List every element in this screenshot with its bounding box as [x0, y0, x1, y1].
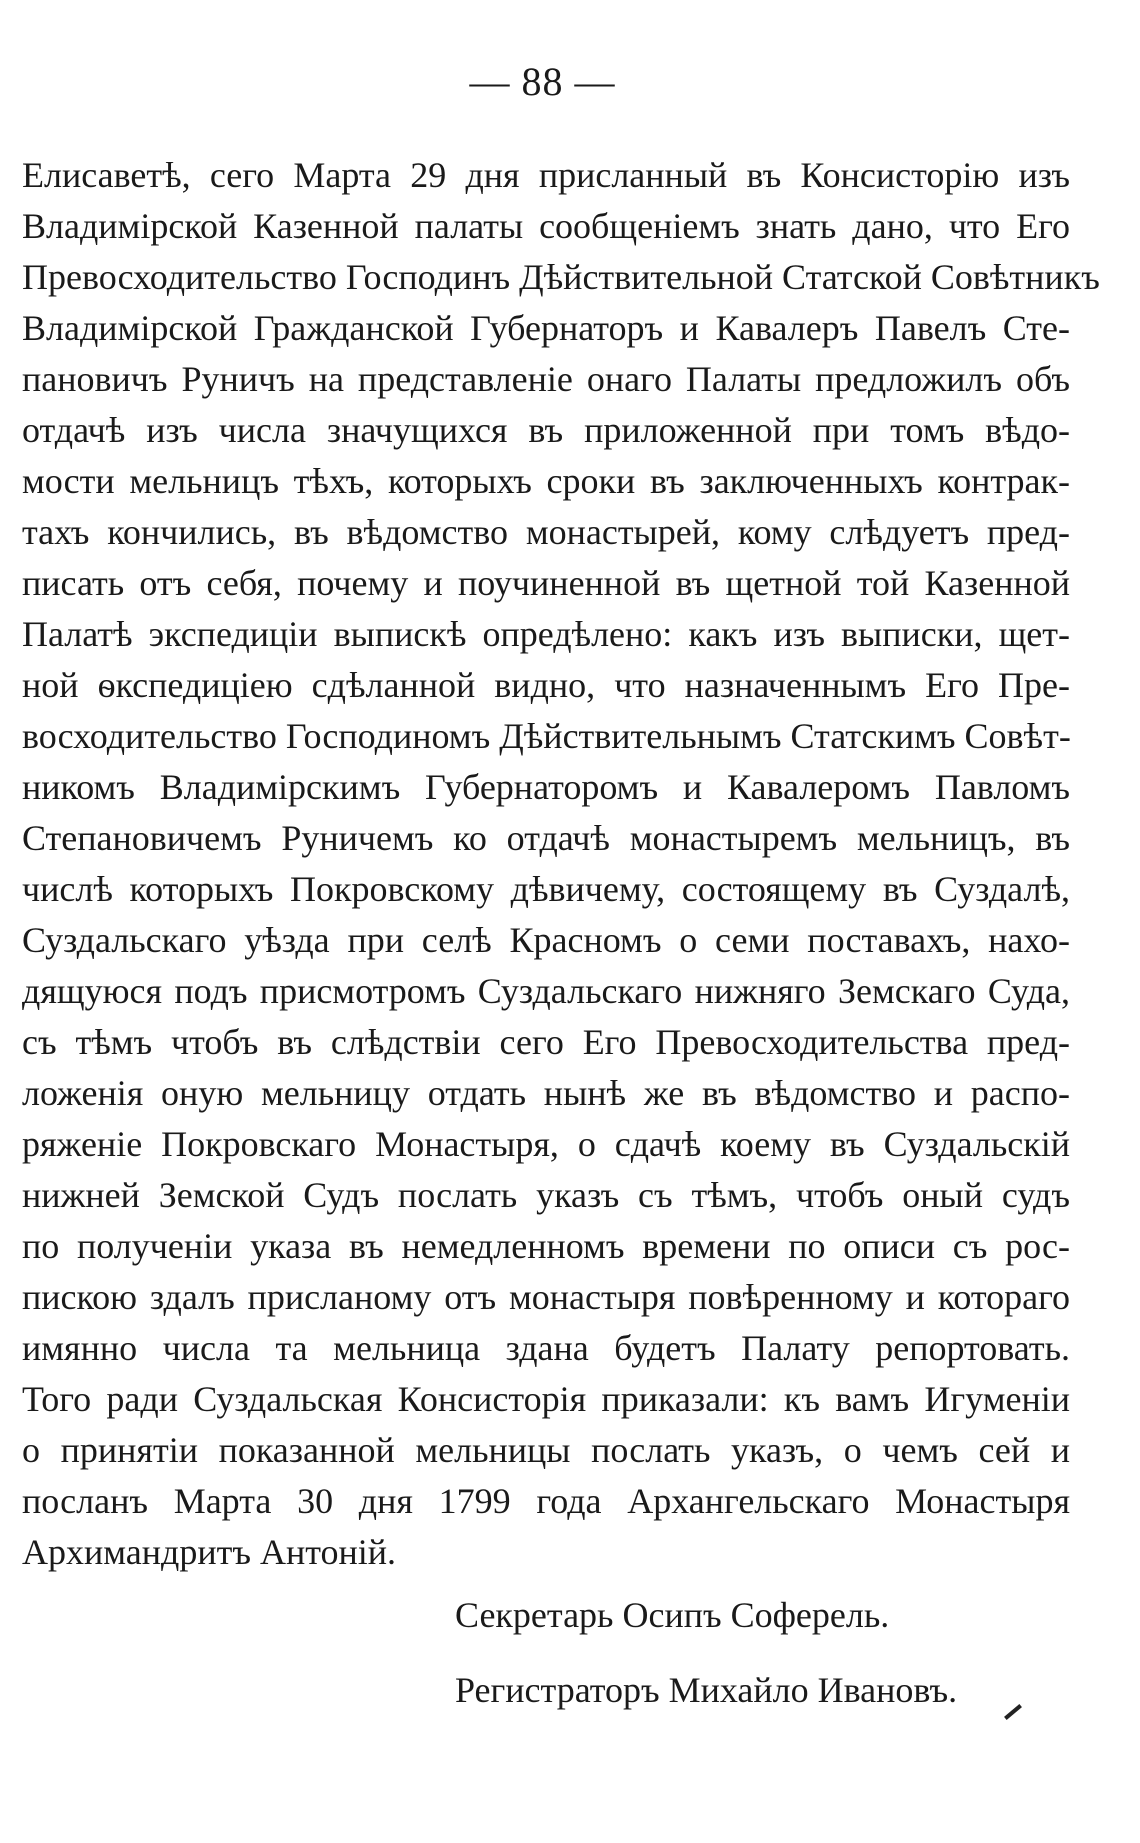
text-line: мости мельницъ тѣхъ, которыхъ сроки въ заключенныхъ контрак- — [22, 461, 1070, 501]
secretary-signature: Секретарь Осипъ Соферель. — [455, 1595, 890, 1635]
text-line: Суздальскаго уѣзда при селѣ Красномъ о семи поставахъ, нахо- — [22, 920, 1070, 960]
text-line: отдачѣ изъ числа значущихся въ приложенной при томъ вѣдо- — [22, 410, 1070, 450]
body-text — [22, 150, 1100, 1578]
pen-mark — [1004, 1704, 1022, 1720]
text-line: имянно числа та мельница здана будетъ Палату репортовать. — [22, 1328, 1070, 1368]
text-line: пискою здалъ присланому отъ монастыря повѣренному и котораго — [22, 1277, 1070, 1317]
text-line: Архимандритъ Антоній. — [22, 1532, 397, 1572]
text-line: Палатѣ экспедиціи выпискѣ опредѣлено: какъ изъ выписки, щет- — [22, 614, 1070, 654]
signature-block — [455, 1578, 957, 1728]
text-line: съ тѣмъ чтобъ въ слѣдствіи сего Его Превосходительства пред- — [22, 1022, 1070, 1062]
text-line: Владимірской Гражданской Губернаторъ и Кавалеръ Павелъ Сте- — [22, 308, 1070, 348]
text-line: числѣ которыхъ Покровскому дѣвичему, состоящему въ Суздалѣ, — [22, 869, 1070, 909]
text-line: пановичъ Руничъ на представленіе онаго Палаты предложилъ объ — [22, 359, 1070, 399]
text-line: восходительство Господиномъ Дѣйствительнымъ Статскимъ Совѣт- — [22, 716, 1071, 756]
text-line: дящуюся подъ присмотромъ Суздальскаго нижняго Земскаго Суда, — [22, 971, 1070, 1011]
text-line: нижней Земской Судъ послать указъ съ тѣмъ, чтобъ оный судъ — [22, 1175, 1070, 1215]
page-number: — 88 — — [469, 59, 616, 104]
text-line: Степановичемъ Руничемъ ко отдачѣ монастыремъ мельницъ, въ — [22, 818, 1070, 858]
text-line: писать отъ себя, почему и поучиненной въ щетной той Казенной — [22, 563, 1070, 603]
text-line: Того ради Суздальская Консисторія приказали: къ вамъ Игуменіи — [22, 1379, 1070, 1419]
text-line: ложенія оную мельницу отдать нынѣ же въ вѣдомство и распо- — [22, 1073, 1070, 1113]
text-line: Владимірской Казенной палаты сообщеніемъ знать дано, что Его — [22, 206, 1070, 246]
text-line: о принятіи показанной мельницы послать указъ, о чемъ сей и — [22, 1430, 1070, 1470]
text-line: тахъ кончились, въ вѣдомство монастырей, кому слѣдуетъ пред- — [22, 512, 1070, 552]
registrar-signature: Регистраторъ Михайло Ивановъ. — [455, 1670, 958, 1710]
text-line: Елисаветѣ, сего Марта 29 дня присланный въ Консисторію изъ — [22, 155, 1070, 195]
text-line: по полученіи указа въ немедленномъ времени по описи съ рос- — [22, 1226, 1070, 1266]
text-line: ной ѳкспедиціею сдѣланной видно, что назначеннымъ Его Пре- — [22, 665, 1070, 705]
text-line: Превосходительство Господинъ Дѣйствительной Статской Совѣтникъ — [22, 257, 1100, 297]
text-line: посланъ Марта 30 дня 1799 года Архангельскаго Монастыря — [22, 1481, 1070, 1521]
text-line: ряженіе Покровскаго Монастыря, о сдачѣ коему въ Суздальскій — [22, 1124, 1070, 1164]
text-line: никомъ Владимірскимъ Губернаторомъ и Кавалеромъ Павломъ — [22, 767, 1070, 807]
